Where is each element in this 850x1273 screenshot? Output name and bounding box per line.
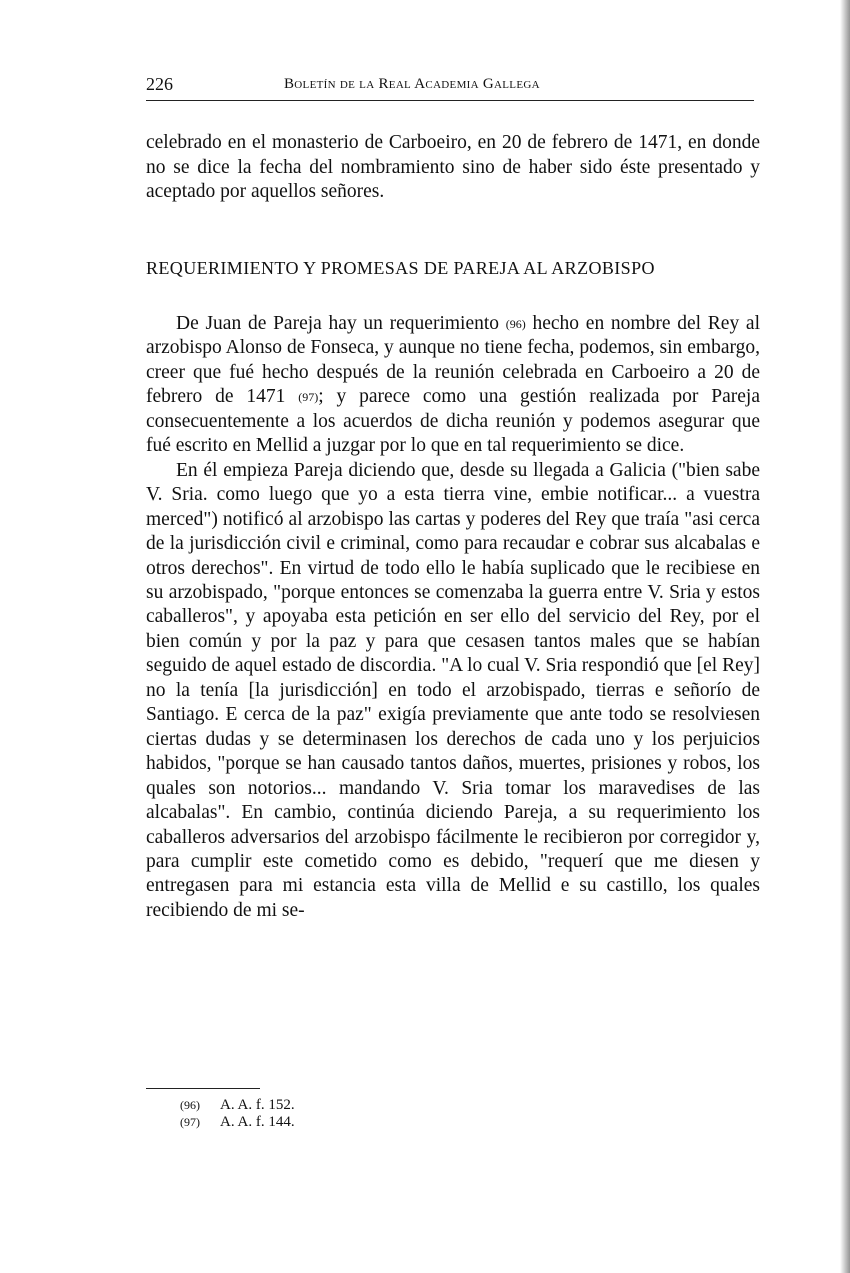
paragraph-1-part-b: hecho en nombre del Rey al arzobispo Alonso de Fonseca, y aunque no tiene fecha, podemos, sin embargo, creer que fué hecho después de la reunión celebrada en Carboeiro a 20 de febrero de 1471: [146, 313, 760, 408]
paragraph-1-part-a: De Juan de Pareja hay un requerimiento: [176, 313, 500, 334]
running-title: Boletín de la Real Academia Gallega: [284, 76, 540, 92]
continuation-text: [146, 131, 760, 205]
footnote-text: A. A. f. 152.: [220, 1097, 295, 1113]
continuation-paragraph: celebrado en el monasterio de Carboeiro, en 20 de febrero de 1471, en donde no se dice la fecha del nombramiento sino de haber sido éste presentado y aceptado por aquellos señores.: [146, 132, 760, 203]
main-text: [146, 312, 760, 923]
section-heading: REQUERIMIENTO Y PROMESAS DE PAREJA AL ARZOBISPO: [146, 258, 655, 278]
footnote-97: [180, 1114, 295, 1131]
paragraph-1-part-c: ; y parece como una gestión realizada por Pareja consecuentemente a los acuerdos de dicha reunión y podemos asegurar que fué escrito en Mellid a juzgar por lo que en tal requerimiento se dice.: [146, 386, 760, 457]
footnote-number: (97): [180, 1115, 200, 1129]
header-rule: [146, 100, 754, 101]
paragraph-2: En él empieza Pareja diciendo que, desde su llegada a Galicia ("bien sabe V. Sria. como luego que yo a esta tierra vine, embie notificar... a vuestra merced") notificó al arzobispo las cartas y poderes del Rey que traía "asi cerca de la jurisdicción civil e criminal, como para recaudar e cobrar sus alcabalas e otros derechos". En virtud de todo ello le había suplicado que le recibiese en su arzobispado, "porque entonces se comenzaba la guerra entre V. Sria y estos caballeros", y apoyaba esta petición en ser ello del servicio del Rey, por el bien común y por la paz y para que cesasen tantos males que se habían seguido de aquel estado de discordia. "A lo cual V. Sria respondió que [el Rey] no la tenía [la jurisdicción] en todo el arzobispado, tierras e señorío de Santiago. E cerca de la paz" exigía previamente que ante todo se resolviesen ciertas dudas y se determinasen los derechos de cada uno y los perjuicios habidos, "porque se han causado tantos daños, muertes, prisiones y robos, los quales son notorios... mandando V. Sria tomar los maravedises de las alcabalas". En cambio, continúa diciendo Pareja, a su requerimiento los caballeros adversarios del arzobispo fácilmente le recibieron por corregidor y, para cumplir este cometido como es debido, "requerí que me diesen y entregasen para mi estancia esta villa de Mellid e su castillo, los quales recibiendo de mi se-: [146, 459, 760, 921]
footnote-ref-97: (97): [298, 390, 319, 405]
page-edge-shadow: [840, 0, 850, 1273]
footnote-number: (96): [180, 1098, 200, 1112]
footnote-ref-96: (96): [505, 317, 526, 331]
footnote-text: A. A. f. 144.: [220, 1114, 295, 1130]
footnote-96: [180, 1097, 295, 1114]
footnote-rule: [146, 1088, 260, 1089]
page-header: [146, 74, 754, 98]
page-number: 226: [146, 74, 173, 94]
footnotes: [180, 1097, 295, 1131]
paragraph-1: [146, 312, 760, 459]
